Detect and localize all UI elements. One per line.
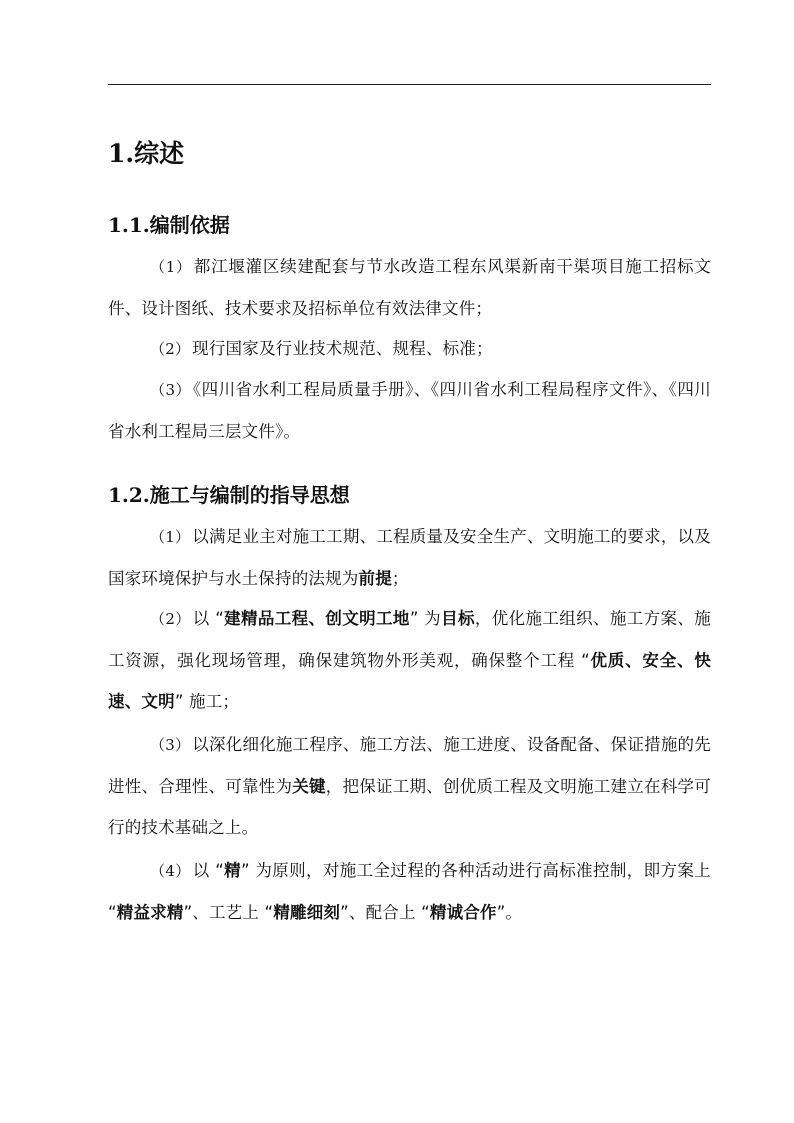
basis-item-2: [108, 328, 711, 370]
item-text: 以深化细化施工程序、施工方法、施工进度、设备配备、保证措施的先进性、合理性、可靠性为: [108, 735, 711, 796]
principle-item-1: [108, 516, 711, 599]
item-label: （4）: [150, 862, 191, 880]
section-number: 1.2.: [108, 483, 150, 507]
section-title: 综述: [134, 139, 185, 168]
section-heading-1-2: [108, 480, 350, 510]
item-label: （2）: [150, 610, 191, 628]
item-text: 都江堰灌区续建配套与节水改造工程东风渠新南干渠项目施工招标文件、设计图纸、技术要求及招标单位有效法律文件；: [108, 257, 711, 318]
principle-item-2: [108, 598, 711, 722]
section-number: 1.: [108, 139, 135, 168]
item-text: ” 为: [409, 609, 442, 628]
item-text: ，把保证工期、创优质工程及文明施工建立在科学可行的技术基础之上。: [108, 777, 712, 837]
item-emphasis: 精诚合作: [429, 903, 497, 922]
basis-item-3: [108, 369, 711, 452]
item-label: （2）: [150, 340, 191, 358]
item-text: ”、配合上 “: [340, 903, 430, 922]
section-heading-1: [108, 136, 184, 172]
item-emphasis: 关键: [292, 777, 326, 796]
item-text: ；: [391, 569, 409, 588]
header-rule: [108, 84, 711, 85]
item-emphasis: 精: [223, 861, 242, 880]
item-label: （3）: [150, 736, 191, 754]
item-emphasis: 精益求精: [116, 903, 184, 922]
section-number: 1.1.: [108, 213, 150, 237]
item-emphasis: 前提: [358, 569, 392, 588]
item-text: ” 为原则，对施工全过程的各种活动进行高标准控制，即方案上 “: [108, 861, 711, 922]
basis-item-1: [108, 246, 711, 329]
item-text: 以满足业主对施工工期、工程质量及安全生产、文明施工的要求，以及国家环境保护与水土保持的法规为: [108, 527, 711, 588]
section-title: 施工与编制的指导思想: [149, 483, 350, 507]
item-label: （3）: [150, 381, 191, 399]
item-text: 以 “: [192, 861, 224, 880]
item-text: ”。: [496, 903, 523, 922]
item-emphasis: 精雕细刻: [273, 903, 341, 922]
item-emphasis: 优质、安全、快速、文明: [108, 651, 712, 711]
item-text: ” 施工；: [174, 692, 240, 711]
section-heading-1-1: [108, 210, 230, 240]
principle-item-4: [108, 850, 711, 933]
item-text: ”、工艺上 “: [183, 903, 274, 922]
item-label: （1）: [150, 528, 191, 546]
item-emphasis: 建精品工程、创文明工地: [223, 609, 410, 628]
principle-item-3: [108, 724, 711, 848]
item-text: ，优化施工组织、施工方案、施工资源，强化现场管理，确保建筑物外形美观，确保整个工程 “: [108, 609, 711, 670]
item-text: 现行国家及行业技术规范、规程、标准；: [192, 339, 493, 358]
section-title: 编制依据: [149, 213, 230, 237]
item-emphasis: 目标: [441, 609, 475, 628]
item-label: （1）: [150, 258, 192, 276]
item-text: 以 “: [192, 609, 224, 628]
item-text: 《四川省水利工程局质量手册》、《四川省水利工程局程序文件》、《四川省水利工程局三层文件》。: [108, 380, 711, 441]
